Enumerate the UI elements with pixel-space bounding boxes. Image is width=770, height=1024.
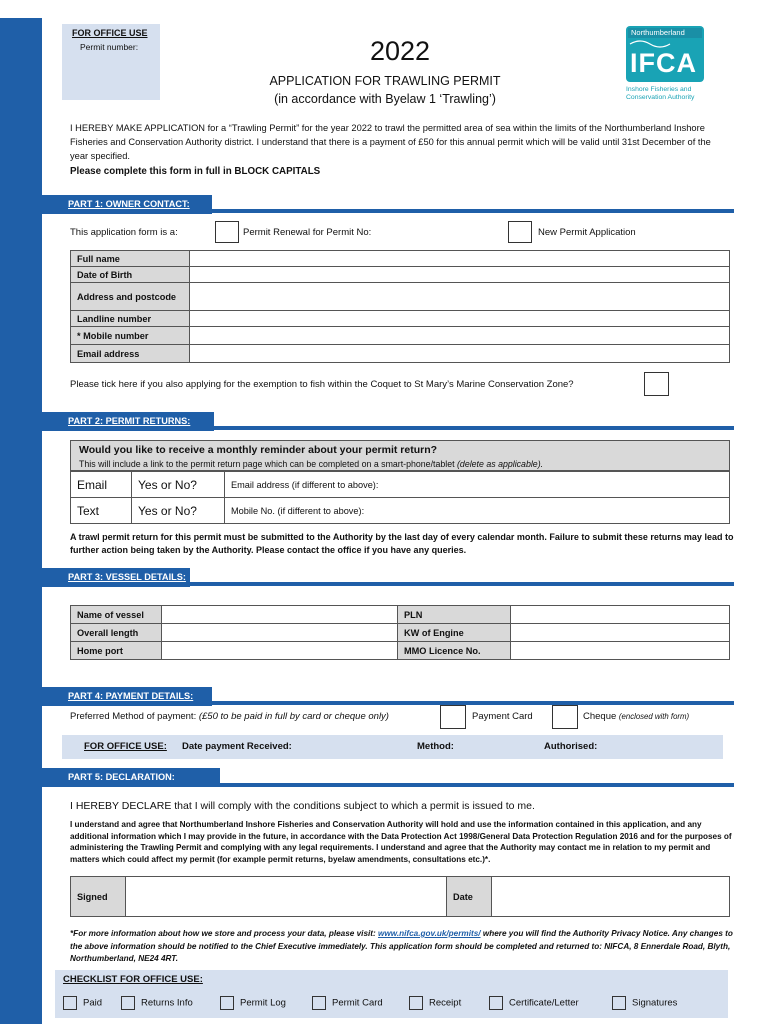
- owner-row-label: Address and postcode: [71, 283, 190, 311]
- reminder-sub-italic: (delete as applicable).: [457, 459, 544, 469]
- privacy-footnote-pre: *For more information about how we store and process your data, please visit:: [70, 929, 376, 938]
- vessel-label: PLN: [398, 606, 511, 624]
- checklist-item-label: Permit Card: [332, 997, 383, 1009]
- part4-title: PART 4: PAYMENT DETAILS:: [68, 691, 194, 701]
- checklist-item[interactable]: [220, 996, 286, 1010]
- home-port-field[interactable]: [162, 642, 398, 660]
- checklist-item[interactable]: [489, 996, 579, 1010]
- checklist-item[interactable]: [63, 996, 102, 1010]
- privacy-link[interactable]: www.nifca.gov.uk/permits/: [378, 929, 481, 938]
- method-label: Method:: [417, 741, 454, 752]
- checklist-item[interactable]: [312, 996, 383, 1010]
- cheque-label: [583, 711, 689, 722]
- returns-detail[interactable]: Email address (if different to above):: [225, 472, 730, 498]
- part3-header: [42, 568, 190, 587]
- returns-choice[interactable]: Yes or No?: [132, 498, 225, 524]
- part5-title: PART 5: DECLARATION:: [68, 772, 175, 782]
- form-title-line2: (in accordance with Byelaw 1 ‘Trawling’): [274, 92, 496, 106]
- declaration-statement: I HEREBY DECLARE that I will comply with the conditions subject to which a permit is issued to me.: [70, 800, 535, 812]
- signature-table: [70, 876, 730, 917]
- owner-contact-table: [70, 250, 730, 363]
- kw-engine-field[interactable]: [511, 624, 730, 642]
- left-margin-bar: [0, 18, 42, 1024]
- checklist-item-label: Certificate/Letter: [509, 997, 579, 1009]
- renewal-label: Permit Renewal for Permit No:: [243, 227, 372, 238]
- reminder-sub-text: This will include a link to the permit return page which can be completed on a smart-phone/tablet: [79, 459, 455, 469]
- payment-card-checkbox[interactable]: [440, 705, 466, 729]
- vessel-label: Overall length: [71, 624, 162, 642]
- owner-row-label: Full name: [71, 251, 190, 267]
- office-use-box: [62, 24, 160, 100]
- cheque-text: Cheque: [583, 711, 617, 722]
- checkbox-icon: [121, 996, 135, 1010]
- overall-length-field[interactable]: [162, 624, 398, 642]
- full-name-field[interactable]: [190, 251, 730, 267]
- ifca-logo: [622, 26, 706, 106]
- vessel-table: [70, 605, 730, 660]
- coquet-question: Please tick here if you also applying for the exemption to fish within the Coquet to St Mary’s Marine Conservation Zone?: [70, 379, 574, 390]
- returns-method: Email: [71, 472, 132, 498]
- mobile-field[interactable]: [190, 327, 730, 345]
- part4-rule: [212, 701, 734, 705]
- logo-region: Northumberland: [631, 28, 685, 37]
- form-year: 2022: [369, 36, 431, 66]
- checkbox-icon: [409, 996, 423, 1010]
- checkbox-icon: [612, 996, 626, 1010]
- office-payment-band: [62, 735, 723, 759]
- part4-header: [42, 687, 212, 706]
- declaration-body: I understand and agree that Northumberland Inshore Fisheries and Conservation Authority will hold and use the information contained in this application, and any additional information which I may provide in the future, in accordance with the Data Protection Act 1998/General Data Protection Regulation 2016 and for the purposes of administering the Trawling Permit and complying with any legal requirements. I understand and agree that the Authority may contact me in relation to my permit and matters which could affect my permit (for example permit returns, byelaw amendments, consultations etc.)*.: [70, 820, 732, 864]
- signature-field[interactable]: [126, 877, 447, 917]
- date-label: Date: [447, 877, 492, 917]
- part2-title: PART 2: PERMIT RETURNS:: [68, 416, 191, 426]
- privacy-footnote: [70, 928, 734, 966]
- owner-row-label: * Mobile number: [71, 327, 190, 345]
- intro-paragraph: I HEREBY MAKE APPLICATION for a “Trawling Permit” for the year 2022 to trawl the permitted area of sea within the limits of the Northumberland Inshore Fisheries and Conservation Authority district. I understand that there is a payment of £50 for this annual permit which will be valid until 31st December of the year specified.: [70, 123, 711, 161]
- office-use-title: FOR OFFICE USE: [72, 28, 148, 38]
- reminder-question-box: [70, 440, 730, 471]
- cheque-checkbox[interactable]: [552, 705, 578, 729]
- checklist-item[interactable]: [612, 996, 677, 1010]
- part1-title: PART 1: OWNER CONTACT:: [68, 199, 190, 209]
- checklist-item[interactable]: [409, 996, 461, 1010]
- date-field[interactable]: [492, 877, 730, 917]
- block-caps-note: Please complete this form in full in BLOCK CAPITALS: [70, 166, 321, 177]
- privacy-footnote-post: where you will find the Authority Privacy Notice. Any changes to the above information should be notified to the Chief Executive immediately. This application form should be completed and returned to: NIFCA, 8 Ennerdale Road, Blyth, Northumberland, NE24 4RT.: [70, 929, 733, 963]
- part2-header: [42, 412, 214, 431]
- vessel-label: MMO Licence No.: [398, 642, 511, 660]
- email-field[interactable]: [190, 345, 730, 363]
- returns-choice[interactable]: Yes or No?: [132, 472, 225, 498]
- vessel-label: Home port: [71, 642, 162, 660]
- part3-title: PART 3: VESSEL DETAILS:: [68, 572, 186, 582]
- checklist-item-label: Permit Log: [240, 997, 286, 1009]
- part2-rule: [214, 426, 734, 430]
- owner-row-label: Landline number: [71, 311, 190, 327]
- checklist-item-label: Returns Info: [141, 997, 193, 1009]
- checkbox-icon: [312, 996, 326, 1010]
- checkbox-icon: [220, 996, 234, 1010]
- logo-tagline: [626, 86, 694, 102]
- part3-rule: [190, 582, 734, 586]
- checkbox-icon: [489, 996, 503, 1010]
- form-type-label: This application form is a:: [70, 227, 178, 238]
- cheque-note: (enclosed with form): [618, 712, 690, 721]
- reminder-sub: [79, 459, 543, 469]
- reminder-question: Would you like to receive a monthly reminder about your permit return?: [79, 444, 438, 456]
- date-received-label: Date payment Received:: [182, 741, 292, 752]
- vessel-name-field[interactable]: [162, 606, 398, 624]
- returns-detail[interactable]: Mobile No. (if different to above):: [225, 498, 730, 524]
- new-permit-checkbox[interactable]: [508, 221, 532, 243]
- checklist-item-label: Receipt: [429, 997, 462, 1009]
- payment-method-label: [70, 711, 389, 722]
- office-use-label: FOR OFFICE USE:: [84, 741, 167, 752]
- checklist-item-label: Signatures: [632, 997, 678, 1009]
- logo-tagline-2: Conservation Authority: [626, 94, 695, 101]
- part1-rule: [212, 209, 734, 213]
- returns-table: [70, 471, 730, 524]
- logo-tagline-1: Inshore Fisheries and: [626, 86, 692, 93]
- authorised-label: Authorised:: [544, 741, 598, 752]
- new-permit-label: New Permit Application: [538, 227, 636, 238]
- form-title-line1: APPLICATION FOR TRAWLING PERMIT: [269, 74, 501, 88]
- owner-row-label: Email address: [71, 345, 190, 363]
- checklist-title: CHECKLIST FOR OFFICE USE:: [63, 974, 203, 985]
- signed-label: Signed: [71, 877, 126, 917]
- part5-rule: [220, 783, 734, 787]
- checklist-item[interactable]: [121, 996, 193, 1010]
- mmo-licence-field[interactable]: [511, 642, 730, 660]
- vessel-label: Name of vessel: [71, 606, 162, 624]
- checkbox-icon: [63, 996, 77, 1010]
- returns-method: Text: [71, 498, 132, 524]
- payment-method-note: (£50 to be paid in full by card or cheque only): [198, 711, 389, 722]
- logo-acronym: IFCA: [630, 48, 697, 78]
- owner-row-label: Date of Birth: [71, 267, 190, 283]
- permit-number-label: Permit number:: [80, 42, 139, 52]
- form-title: [220, 72, 550, 108]
- office-checklist: [55, 970, 728, 1018]
- checklist-item-label: Paid: [83, 997, 103, 1009]
- payment-card-label: Payment Card: [472, 711, 533, 722]
- pln-field[interactable]: [511, 606, 730, 624]
- vessel-label: KW of Engine: [398, 624, 511, 642]
- address-field[interactable]: [190, 283, 730, 311]
- dob-field[interactable]: [190, 267, 730, 283]
- part5-header: [42, 768, 220, 787]
- coquet-checkbox[interactable]: [644, 372, 669, 396]
- returns-notice: A trawl permit return for this permit must be submitted to the Authority by the last day of every calendar month. Failure to submit these returns may lead to further action being taken by the Authority. Please contact the office if you have any queries.: [70, 532, 734, 555]
- payment-method-text: Preferred Method of payment:: [70, 711, 197, 722]
- landline-field[interactable]: [190, 311, 730, 327]
- renewal-checkbox[interactable]: [215, 221, 239, 243]
- part1-header: [42, 195, 212, 214]
